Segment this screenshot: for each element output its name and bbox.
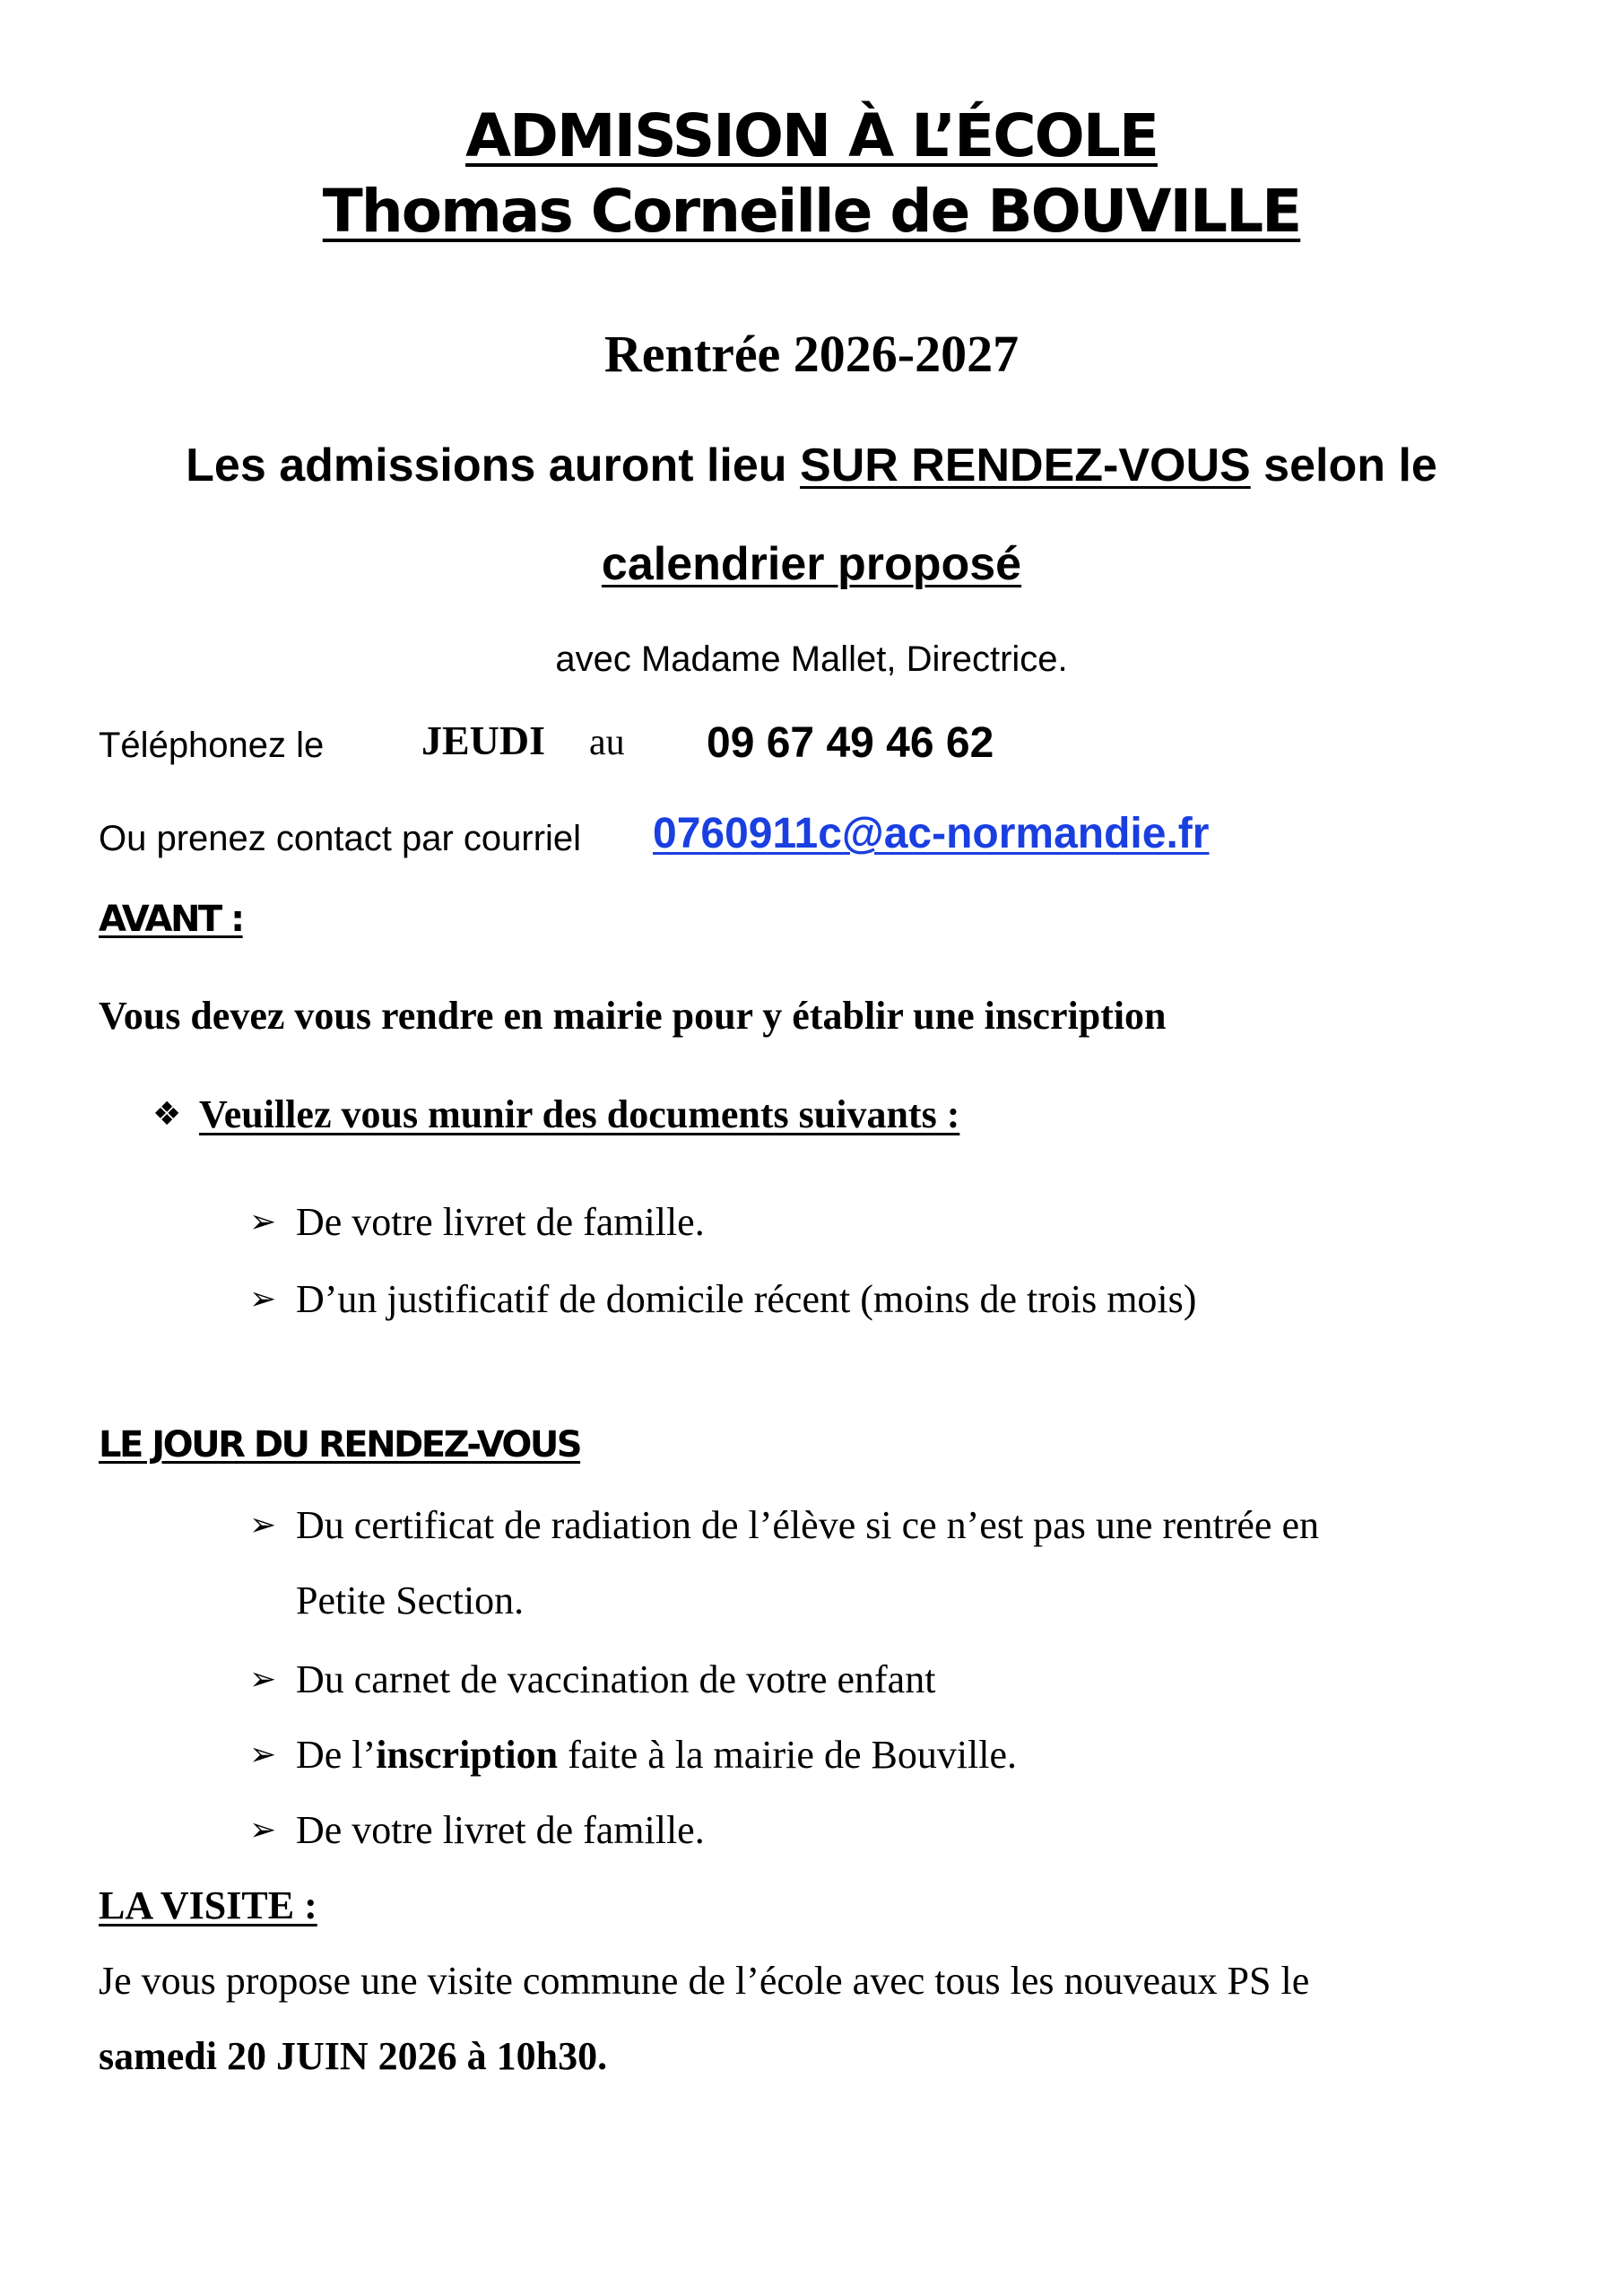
arrow-bullet-icon: ➢ [249, 1204, 277, 1240]
arrow-bullet-icon: ➢ [249, 1661, 277, 1698]
admissions-line2 [0, 538, 1623, 592]
admissions-suffix: selon le [1250, 439, 1437, 491]
arrow-bullet-icon: ➢ [249, 1736, 277, 1773]
school-year: Rentrée 2026-2027 [603, 325, 1020, 383]
director-line: avec Madame Mallet, Directrice. [555, 639, 1068, 679]
arrow-bullet-icon: ➢ [249, 1281, 277, 1318]
phone-day: JEUDI [421, 718, 546, 763]
arrow-bullet-icon: ➢ [249, 1812, 277, 1848]
appointment-item-suffix: faite à la mairie de Bouville. [558, 1733, 1018, 1777]
appointment-day-heading: LE JOUR DU RENDEZ-VOUS [99, 1424, 581, 1465]
document-title-line1: ADMISSION À L’ÉCOLE [465, 101, 1158, 170]
document-item: D’un justificatif de domicile récent (moins de trois mois) [296, 1277, 1197, 1321]
appointment-item-continuation: Petite Section. [296, 1578, 525, 1622]
appointment-item [296, 1733, 1017, 1779]
admissions-line1 [0, 439, 1623, 493]
appointment-item: Du carnet de vaccination de votre enfant [296, 1657, 936, 1701]
phone-number: 09 67 49 46 62 [707, 719, 994, 767]
diamond-bullet-icon: ❖ [152, 1096, 182, 1133]
mairie-instruction: Vous devez vous rendre en mairie pour y établir une inscription [99, 994, 1167, 1038]
email-label: Ou prenez contact par courriel [99, 819, 582, 858]
visit-text: Je vous propose une visite commune de l’école avec tous les nouveaux PS le [99, 1959, 1310, 2003]
phone-au: au [589, 722, 625, 763]
admissions-emphasis: SUR RENDEZ-VOUS [800, 439, 1251, 491]
document-item: De votre livret de famille. [296, 1200, 705, 1244]
avant-heading: AVANT : [99, 899, 243, 940]
arrow-bullet-icon: ➢ [249, 1507, 277, 1544]
admissions-calendar: calendrier proposé [601, 538, 1022, 590]
appointment-item-prefix: De l’ [296, 1733, 377, 1777]
documents-heading: Veuillez vous munir des documents suivants : [199, 1092, 960, 1136]
visit-date: samedi 20 JUIN 2026 à 10h30. [99, 2034, 608, 2078]
visit-heading: LA VISITE : [99, 1883, 317, 1927]
admissions-prefix: Les admissions auront lieu [186, 439, 801, 491]
appointment-item: De votre livret de famille. [296, 1808, 705, 1852]
appointment-item-emphasis: inscription [376, 1733, 559, 1777]
phone-label: Téléphonez le [99, 726, 325, 765]
document-title-line2: Thomas Corneille de BOUVILLE [322, 177, 1301, 246]
email-link[interactable]: 0760911c@ac-normandie.fr [653, 810, 1210, 857]
appointment-item: Du certificat de radiation de l’élève si ce n’est pas une rentrée en [296, 1503, 1319, 1547]
